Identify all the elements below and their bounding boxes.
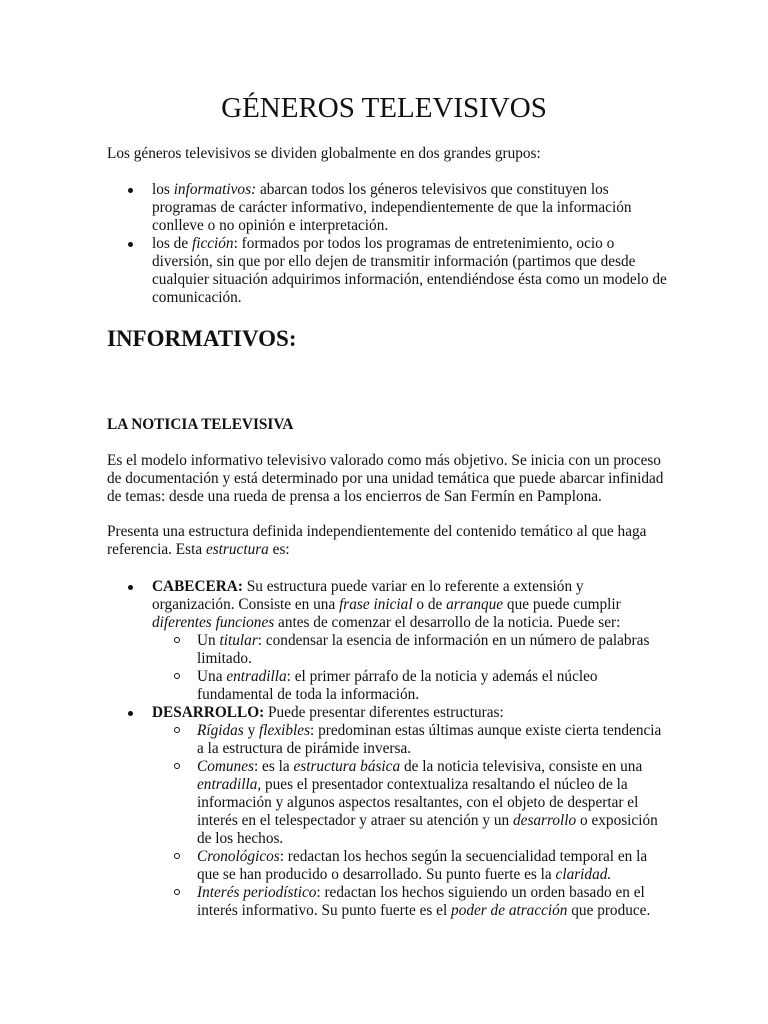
sublist xyxy=(152,632,667,704)
list-item: los de ficción: formados por todos los programas de entretenimiento, ocio o diversión, sin que por ello dejen de transmitir información (partimos que desde cualquier situación adquirimos información, entendiéndose ésta como un modelo de comunicación. xyxy=(107,235,667,307)
list-item: CABECERA: Su estructura puede variar en lo referente a extensión y organización. Consiste en una frase inicial o de arranque que puede cumplir diferentes funciones antes de comenzar el desarrollo de la noticia. Puede ser: Un titular: condensar la esencia de información en un número de palabras limitado. Una entradilla: el primer párrafo de la noticia y además el núcleo fundamental de toda la información. xyxy=(107,578,667,704)
body-paragraph: Presenta una estructura definida independientemente del contenido temático al que haga referencia. Esta estructura es: xyxy=(107,523,647,558)
list-item: los informativos: abarcan todos los géneros televisivos que constituyen los programas de carácter informativo, independientemente de que la información conlleve o no opinión e interpretación. xyxy=(107,181,667,235)
sub-list-item: Interés periodístico: redactan los hechos siguiendo un orden basado en el interés informativo. Su punto fuerte es el poder de atracción que produce. xyxy=(152,884,667,920)
sub-list-item: Comunes: es la estructura básica de la noticia televisiva, consiste en una entradilla, pues el presentador contextualiza resaltando el núcleo de la información y algunos aspectos resaltantes, con el objeto de despertar el interés en el telespectador y atraer su atención y un desarrollo o exposición de los hechos. xyxy=(152,758,667,848)
circle-bullet-icon xyxy=(174,637,180,643)
sublist xyxy=(152,722,667,920)
page-title: GÉNEROS TELEVISIVOS xyxy=(221,92,547,124)
intro-paragraph: Los géneros televisivos se dividen globalmente en dos grandes grupos: xyxy=(107,145,541,162)
sub-list-item: Rígidas y flexibles: predominan estas últimas aunque existe cierta tendencia a la estructura de pirámide inversa. xyxy=(152,722,667,758)
sub-list-item: Una entradilla: el primer párrafo de la noticia y además el núcleo fundamental de toda la información. xyxy=(152,668,667,704)
circle-bullet-icon xyxy=(174,727,180,733)
circle-bullet-icon xyxy=(174,889,180,895)
bullet-icon xyxy=(128,585,133,590)
sub-list-item: Cronológicos: redactan los hechos según la secuencialidad temporal en la que se han producido o desarrollado. Su punto fuerte es la claridad. xyxy=(152,848,667,884)
groups-list xyxy=(107,181,667,307)
bullet-icon xyxy=(128,188,133,193)
sub-list-item: Un titular: condensar la esencia de información en un número de palabras limitado. xyxy=(152,632,667,668)
circle-bullet-icon xyxy=(174,673,180,679)
bullet-icon xyxy=(128,242,133,247)
section-heading: INFORMATIVOS: xyxy=(107,326,297,351)
structure-list xyxy=(107,578,667,920)
body-paragraph: Es el modelo informativo televisivo valorado como más objetivo. Se inicia con un proceso de documentación y está determinado por una unidad temática que puede abarcar infinidad de temas: desde una rueda de prensa a los encierros de San Fermín en Pamplona. xyxy=(107,452,664,505)
subsection-heading: LA NOTICIA TELEVISIVA xyxy=(107,416,294,433)
circle-bullet-icon xyxy=(174,763,180,769)
list-item: DESARROLLO: Puede presentar diferentes estructuras: Rígidas y flexibles: predominan estas últimas aunque existe cierta tendencia a la estructura de pirámide inversa. Comunes: es la estructura básica de la noticia televisiva, consiste en una entradilla, pues el presentador contextualiza resaltando el núcleo de la información y algunos aspectos resaltantes, con el objeto de despertar el interés en el telespectador y atraer su atención y un desarrollo o exposición de los hechos. Cronológicos: redactan los hechos según la secuencialidad temporal en la que se han producido o desarrollado. Su punto fuerte es la claridad. Interés periodístico: redactan los hechos siguiendo un orden basado en el interés informativo. Su punto fuerte es el poder de atracción que produce. xyxy=(107,704,667,920)
circle-bullet-icon xyxy=(174,853,180,859)
bullet-icon xyxy=(128,711,133,716)
